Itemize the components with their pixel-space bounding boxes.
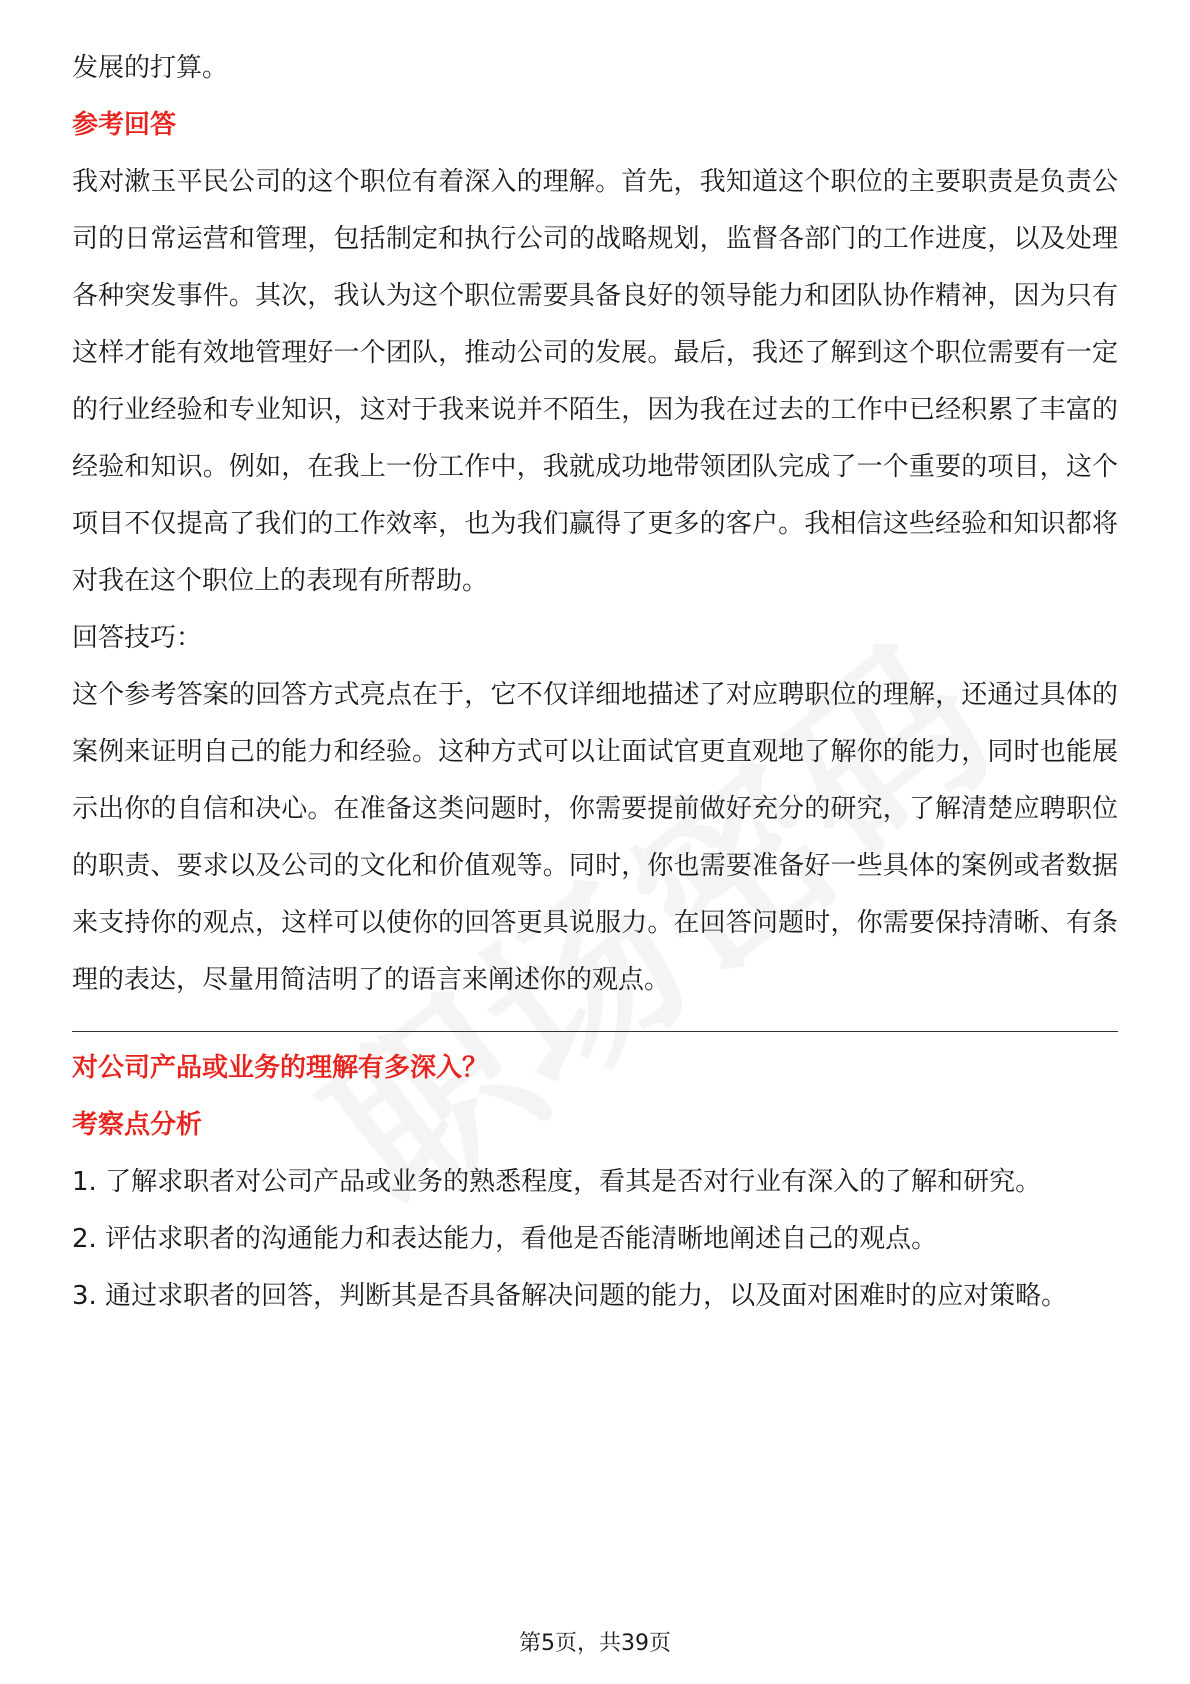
page-content: [72, 40, 1118, 1325]
analysis-item: 3. 通过求职者的回答，判断其是否具备解决问题的能力，以及面对困难时的应对策略。: [72, 1281, 1068, 1311]
answer-heading: 参考回答: [72, 110, 177, 140]
question-title: 对公司产品或业务的理解有多深入？: [72, 1053, 489, 1083]
analysis-item: 1. 了解求职者对公司产品或业务的熟悉程度，看其是否对行业有深入的了解和研究。: [72, 1167, 1042, 1197]
tips-label: 回答技巧：: [72, 623, 203, 653]
section-divider: [72, 1031, 1118, 1032]
answer-body: 我对漱玉平民公司的这个职位有着深入的理解。首先，我知道这个职位的主要职责是负责公司的日常运营和管理，包括制定和执行公司的战略规划，监督各部门的工作进度，以及处理各种突发事件。其次，我认为这个职位需要具备良好的领导能力和团队协作精神，因为只有这样才能有效地管理好一个团队，推动公司的发展。最后，我还了解到这个职位需要有一定的行业经验和专业知识，这对于我来说并不陌生，因为我在过去的工作中已经积累了丰富的经验和知识。例如，在我上一份工作中，我就成功地带领团队完成了一个重要的项目，这个项目不仅提高了我们的工作效率，也为我们赢得了更多的客户。我相信这些经验和知识都将对我在这个职位上的表现有所帮助。: [72, 167, 1118, 596]
tips-body: 这个参考答案的回答方式亮点在于，它不仅详细地描述了对应聘职位的理解，还通过具体的案例来证明自己的能力和经验。这种方式可以让面试官更直观地了解你的能力，同时也能展示出你的自信和决心。在准备这类问题时，你需要提前做好充分的研究，了解清楚应聘职位的职责、要求以及公司的文化和价值观等。同时，你也需要准备好一些具体的案例或者数据来支持你的观点，这样可以使你的回答更具说服力。在回答问题时，你需要保持清晰、有条理的表达，尽量用简洁明了的语言来阐述你的观点。: [72, 680, 1118, 995]
analysis-item: 2. 评估求职者的沟通能力和表达能力，看他是否能清晰地阐述自己的观点。: [72, 1224, 938, 1254]
continuation-text: 发展的打算。: [72, 53, 229, 83]
analysis-heading: 考察点分析: [72, 1110, 203, 1140]
page-footer: 第5页，共39页: [519, 1631, 671, 1656]
